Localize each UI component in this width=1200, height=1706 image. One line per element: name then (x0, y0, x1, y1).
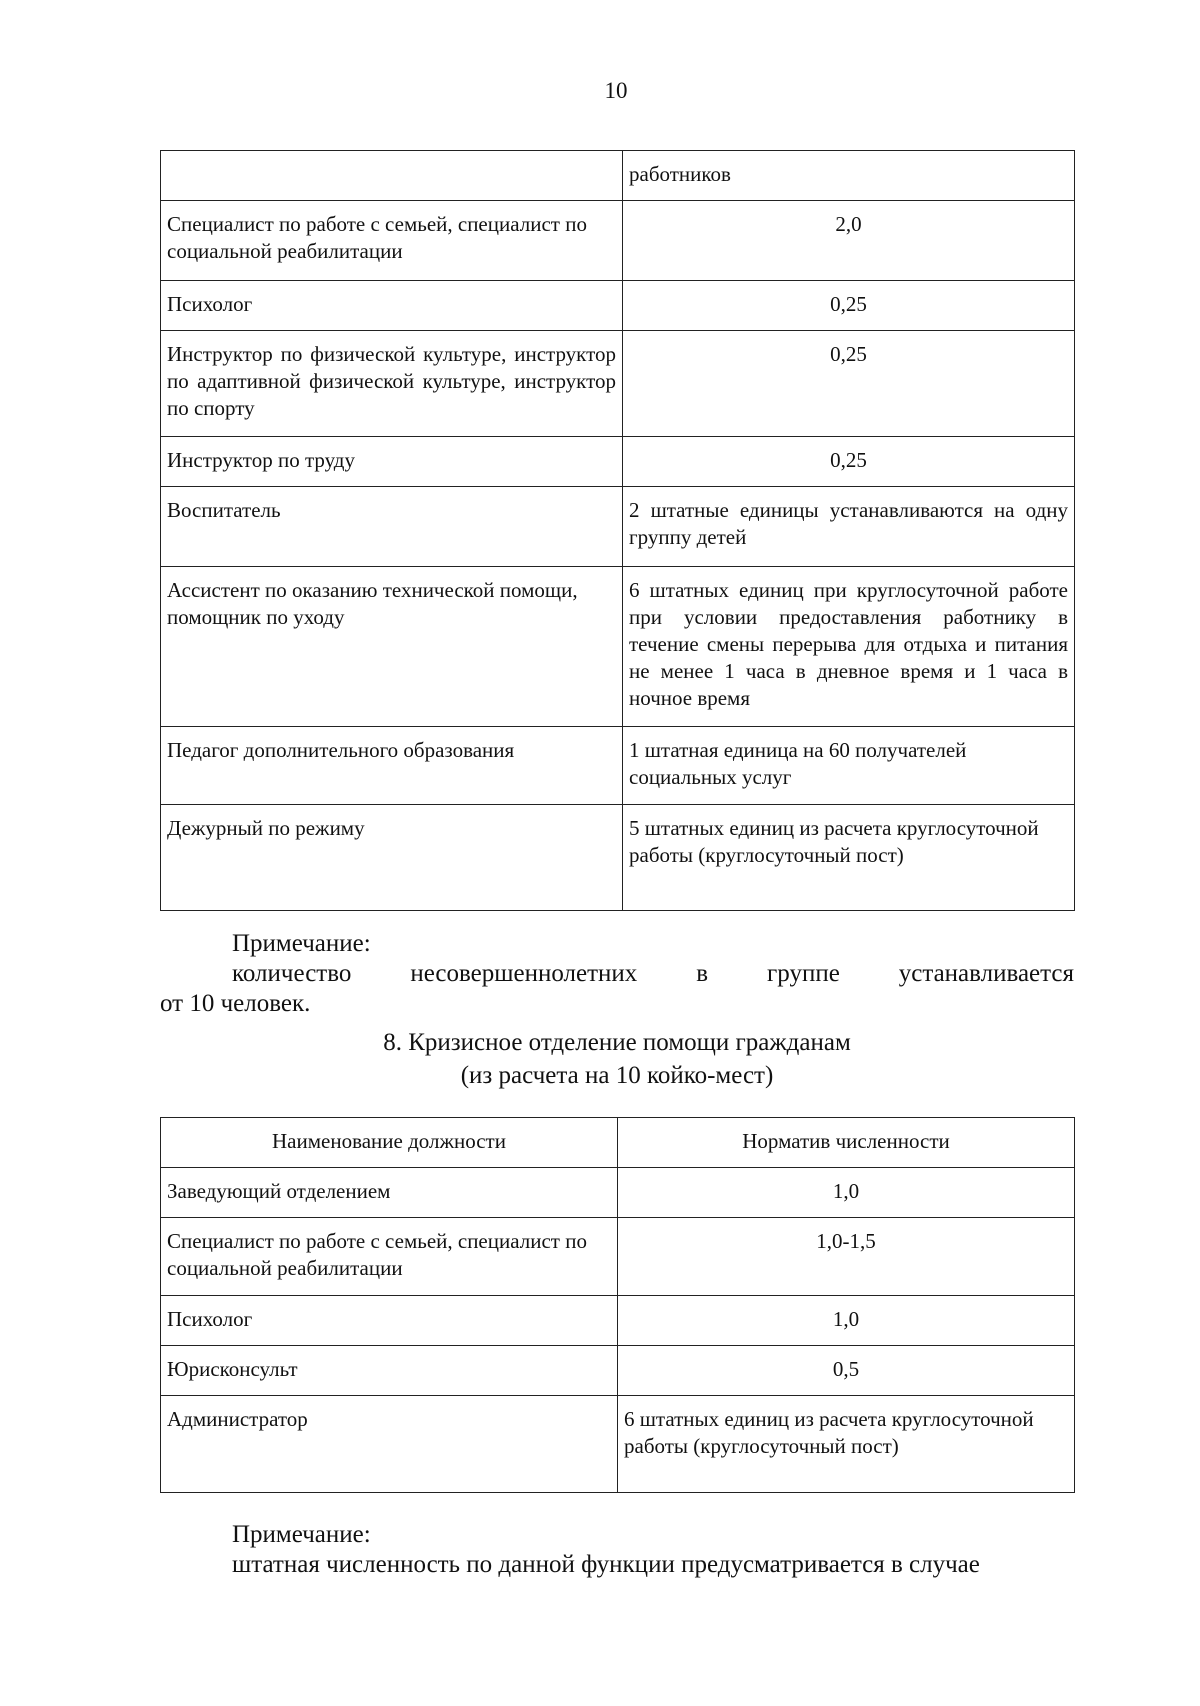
table-row (161, 151, 1075, 201)
section-title (160, 1026, 1074, 1092)
table-row (161, 805, 1075, 911)
note-word: в (696, 960, 709, 987)
note-text-line (160, 959, 1074, 989)
note-word: устанавливается (898, 960, 1074, 987)
table-row (161, 1168, 1075, 1218)
position-cell: Воспитатель (161, 487, 623, 567)
norm-cell: 1,0 (618, 1168, 1075, 1218)
note-text-line: штатная численность по данной функции предусматривается в случае (232, 1551, 980, 1578)
table-header-row (161, 1118, 1075, 1168)
table-row (161, 281, 1075, 331)
table-row (161, 567, 1075, 727)
note-2 (160, 1520, 1074, 1580)
note-heading: Примечание: (232, 1521, 371, 1548)
norm-cell: 6 штатных единиц при круглосуточной работе при условии предоставления работнику в течение смены перерыва для отдыха и питания не менее 1 часа в дневное время и 1 часа в ночное время (623, 567, 1075, 727)
note-word: количество (232, 960, 352, 987)
norm-cell: 1 штатная единица на 60 получателей социальных услуг (623, 727, 1075, 805)
position-cell: Специалист по работе с семьей, специалист по социальной реабилитации (161, 1218, 618, 1296)
section-heading: 8. Кризисное отделение помощи гражданам (383, 1029, 851, 1056)
table-row (161, 1218, 1075, 1296)
position-cell: Администратор (161, 1396, 618, 1493)
staffing-table-continued (160, 150, 1075, 911)
section-subheading: (из расчета на 10 койко-мест) (460, 1062, 774, 1089)
table-row (161, 1396, 1075, 1493)
table-row (161, 437, 1075, 487)
position-cell (161, 151, 623, 201)
position-cell: Заведующий отделением (161, 1168, 618, 1218)
norm-cell: 0,25 (623, 331, 1075, 437)
norm-cell: 0,5 (618, 1346, 1075, 1396)
note-text-line-2: от 10 человек. (160, 990, 311, 1017)
note-heading: Примечание: (232, 930, 371, 957)
norm-cell: 2 штатные единицы устанавливаются на одну группу детей (623, 487, 1075, 567)
column-header-position: Наименование должности (161, 1118, 618, 1168)
norm-cell: 0,25 (623, 281, 1075, 331)
position-cell: Психолог (161, 1296, 618, 1346)
position-cell: Дежурный по режиму (161, 805, 623, 911)
note-word: группе (767, 960, 840, 987)
norm-cell: 0,25 (623, 437, 1075, 487)
position-cell: Психолог (161, 281, 623, 331)
position-cell: Педагог дополнительного образования (161, 727, 623, 805)
norm-cell: 1,0-1,5 (618, 1218, 1075, 1296)
position-cell: Инструктор по труду (161, 437, 623, 487)
norm-cell: 6 штатных единиц из расчета круглосуточной работы (круглосуточный пост) (618, 1396, 1075, 1493)
norm-cell: 2,0 (623, 201, 1075, 281)
position-cell: Инструктор по физической культуре, инструктор по адаптивной физической культуре, инструктор по спорту (161, 331, 623, 437)
note-word: несовершеннолетних (410, 960, 638, 987)
position-cell: Ассистент по оказанию технической помощи, помощник по уходу (161, 567, 623, 727)
page-number: 10 (604, 78, 628, 103)
norm-cell: работников (623, 151, 1075, 201)
column-header-norm: Норматив численности (618, 1118, 1075, 1168)
table-row (161, 487, 1075, 567)
norm-cell: 1,0 (618, 1296, 1075, 1346)
table-row (161, 201, 1075, 281)
table-row (161, 1296, 1075, 1346)
position-cell: Юрисконсульт (161, 1346, 618, 1396)
position-cell: Специалист по работе с семьей, специалист по социальной реабилитации (161, 201, 623, 281)
table-row (161, 331, 1075, 437)
note-1 (160, 929, 1074, 1019)
norm-cell: 5 штатных единиц из расчета круглосуточной работы (круглосуточный пост) (623, 805, 1075, 911)
table-row (161, 1346, 1075, 1396)
crisis-department-staffing-table (160, 1117, 1075, 1493)
table-row (161, 727, 1075, 805)
